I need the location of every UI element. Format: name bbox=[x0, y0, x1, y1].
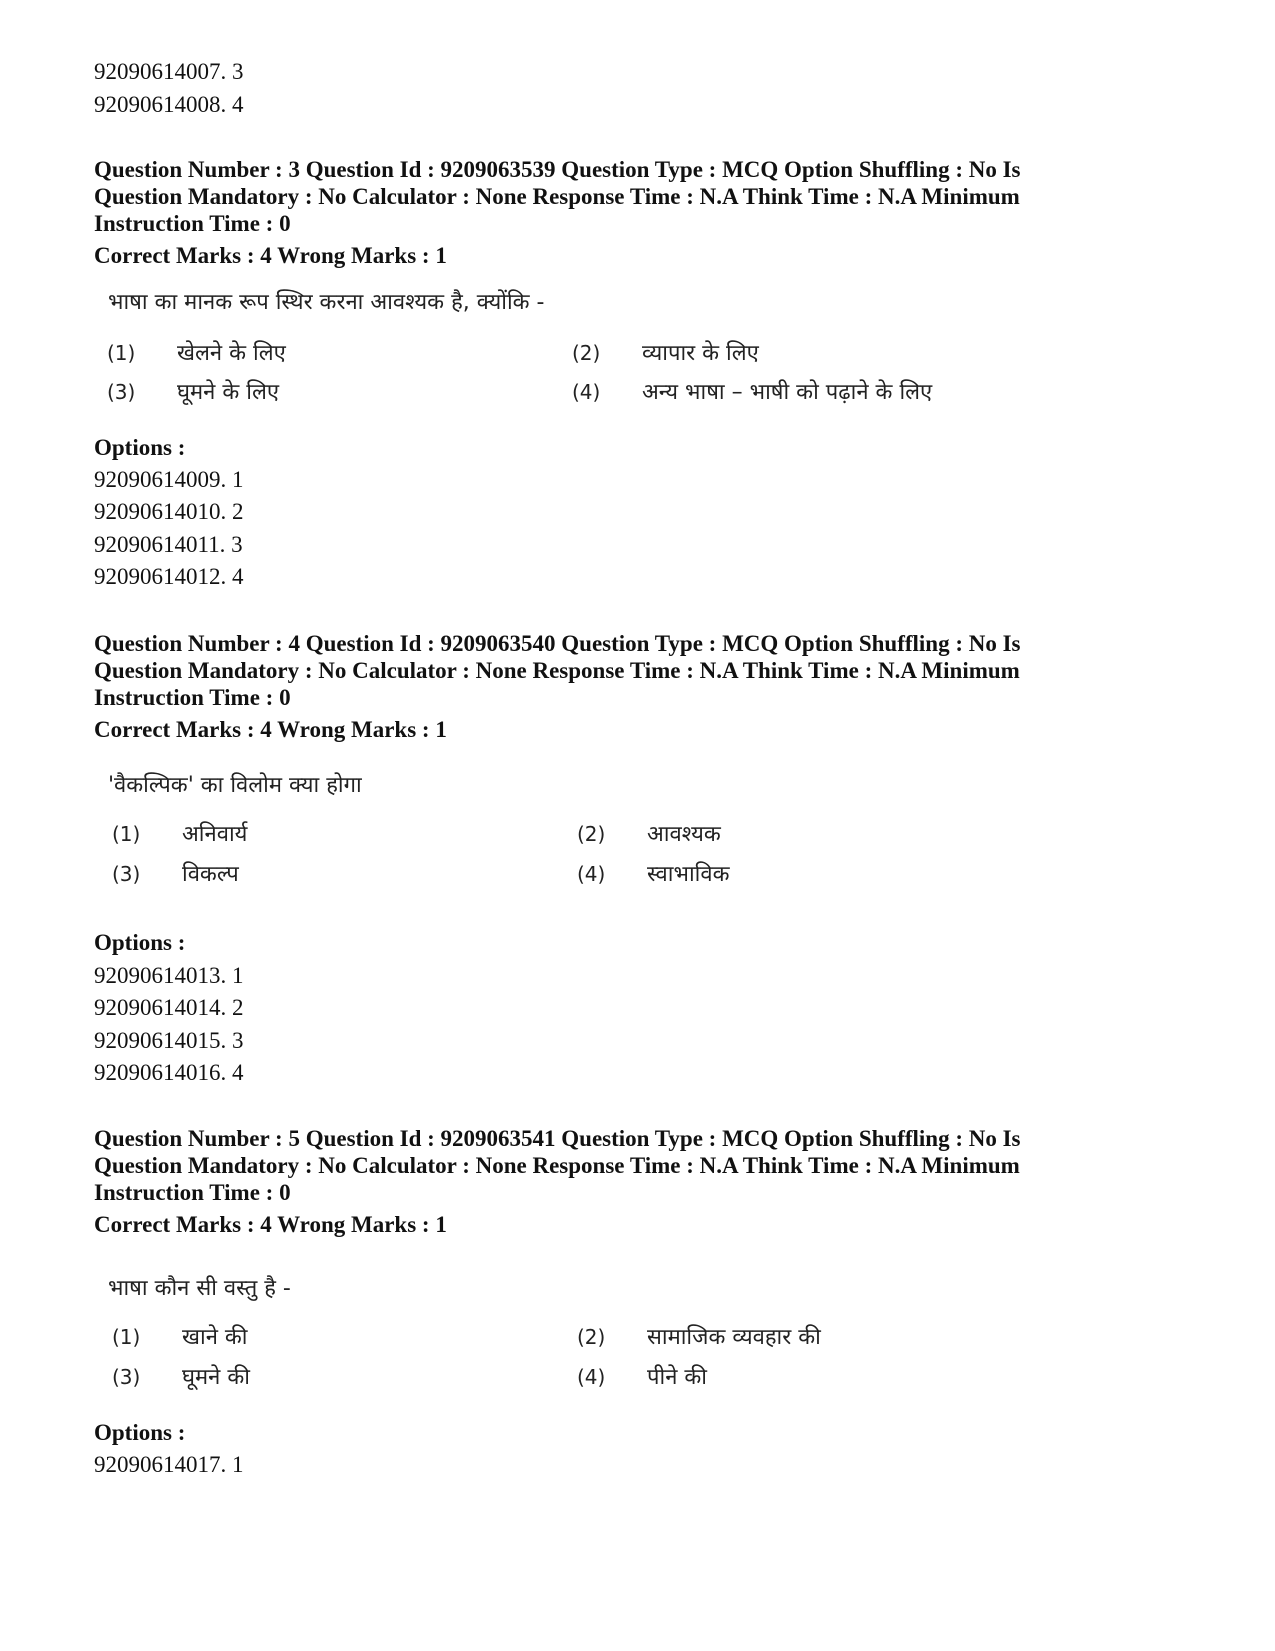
question-stem: 'वैकल्पिक' का विलोम क्या होगा bbox=[108, 773, 362, 798]
question-meta: Question Number : 3 Question Id : 9209063539 Question Type : MCQ Option Shuffling : No Is Question Mandatory : No Calculator : None Response Time : N.A Think Time : N.A Minimum Instruction Time : 0 bbox=[94, 157, 1021, 236]
choice-text: घूमने के लिए bbox=[177, 380, 280, 405]
question-image bbox=[100, 1274, 291, 1304]
choice-2 bbox=[577, 1322, 821, 1353]
options-label: Options : bbox=[94, 435, 186, 460]
option-id-line: 92090614009. 1 bbox=[94, 467, 244, 492]
marks-line: Correct Marks : 4 Wrong Marks : 1 bbox=[94, 1212, 447, 1237]
option-id-line: 92090614013. 1 bbox=[94, 963, 244, 988]
choice-number: (1) bbox=[107, 341, 136, 365]
choice-text: विकल्प bbox=[182, 862, 239, 887]
choice-number: (2) bbox=[577, 822, 606, 846]
choice-number: (2) bbox=[577, 1325, 606, 1349]
marks-line: Correct Marks : 4 Wrong Marks : 1 bbox=[94, 717, 447, 742]
option-id-line: 92090614011. 3 bbox=[94, 532, 243, 557]
option-id-line: 92090614017. 1 bbox=[94, 1452, 244, 1477]
question-meta: Question Number : 5 Question Id : 9209063541 Question Type : MCQ Option Shuffling : No Is Question Mandatory : No Calculator : None Response Time : N.A Think Time : N.A Minimum Instruction Time : 0 bbox=[94, 1126, 1021, 1205]
option-id-line: 92090614008. 4 bbox=[94, 92, 244, 117]
choice-text: खेलने के लिए bbox=[177, 341, 286, 366]
marks-line: Correct Marks : 4 Wrong Marks : 1 bbox=[94, 243, 447, 268]
choice-number: (1) bbox=[112, 822, 141, 846]
choice-number: (3) bbox=[107, 380, 136, 404]
question-image bbox=[100, 771, 362, 801]
choice-2 bbox=[577, 819, 721, 850]
choice-4 bbox=[577, 1362, 707, 1393]
choice-text: घूमने की bbox=[182, 1365, 250, 1390]
choice-text: अन्य भाषा – भाषी को पढ़ाने के लिए bbox=[642, 380, 933, 405]
choice-text: पीने की bbox=[647, 1365, 707, 1390]
options-label: Options : bbox=[94, 1420, 186, 1445]
option-id-line: 92090614007. 3 bbox=[94, 59, 244, 84]
choice-1 bbox=[112, 819, 247, 850]
choice-number: (2) bbox=[572, 341, 601, 365]
choice-2 bbox=[572, 338, 759, 369]
question-stem: भाषा कौन सी वस्तु है - bbox=[108, 1276, 291, 1301]
choice-text: खाने की bbox=[182, 1325, 248, 1350]
choice-text: स्वाभाविक bbox=[647, 862, 730, 887]
option-id-line: 92090614015. 3 bbox=[94, 1028, 244, 1053]
choice-text: सामाजिक व्यवहार की bbox=[647, 1325, 821, 1350]
choice-1 bbox=[112, 1322, 248, 1353]
choice-number: (4) bbox=[572, 380, 601, 404]
options-label: Options : bbox=[94, 930, 186, 955]
choice-number: (4) bbox=[577, 1365, 606, 1389]
question-image bbox=[100, 288, 545, 318]
choice-3 bbox=[112, 859, 239, 890]
choice-4 bbox=[572, 377, 932, 408]
option-id-line: 92090614016. 4 bbox=[94, 1060, 244, 1085]
option-id-line: 92090614012. 4 bbox=[94, 564, 244, 589]
choice-text: व्यापार के लिए bbox=[642, 341, 759, 366]
choice-3 bbox=[107, 377, 279, 408]
choice-number: (3) bbox=[112, 1365, 141, 1389]
choice-text: आवश्यक bbox=[647, 822, 721, 847]
choice-text: अनिवार्य bbox=[182, 822, 248, 847]
choice-3 bbox=[112, 1362, 250, 1393]
question-stem: भाषा का मानक रूप स्थिर करना आवश्यक है, क्योंकि - bbox=[108, 290, 545, 315]
choice-number: (3) bbox=[112, 862, 141, 886]
choice-number: (1) bbox=[112, 1325, 141, 1349]
question-meta: Question Number : 4 Question Id : 9209063540 Question Type : MCQ Option Shuffling : No Is Question Mandatory : No Calculator : None Response Time : N.A Think Time : N.A Minimum Instruction Time : 0 bbox=[94, 631, 1021, 710]
choice-4 bbox=[577, 859, 729, 890]
choice-number: (4) bbox=[577, 862, 606, 886]
choice-1 bbox=[107, 338, 286, 369]
option-id-line: 92090614014. 2 bbox=[94, 995, 244, 1020]
option-id-line: 92090614010. 2 bbox=[94, 499, 244, 524]
